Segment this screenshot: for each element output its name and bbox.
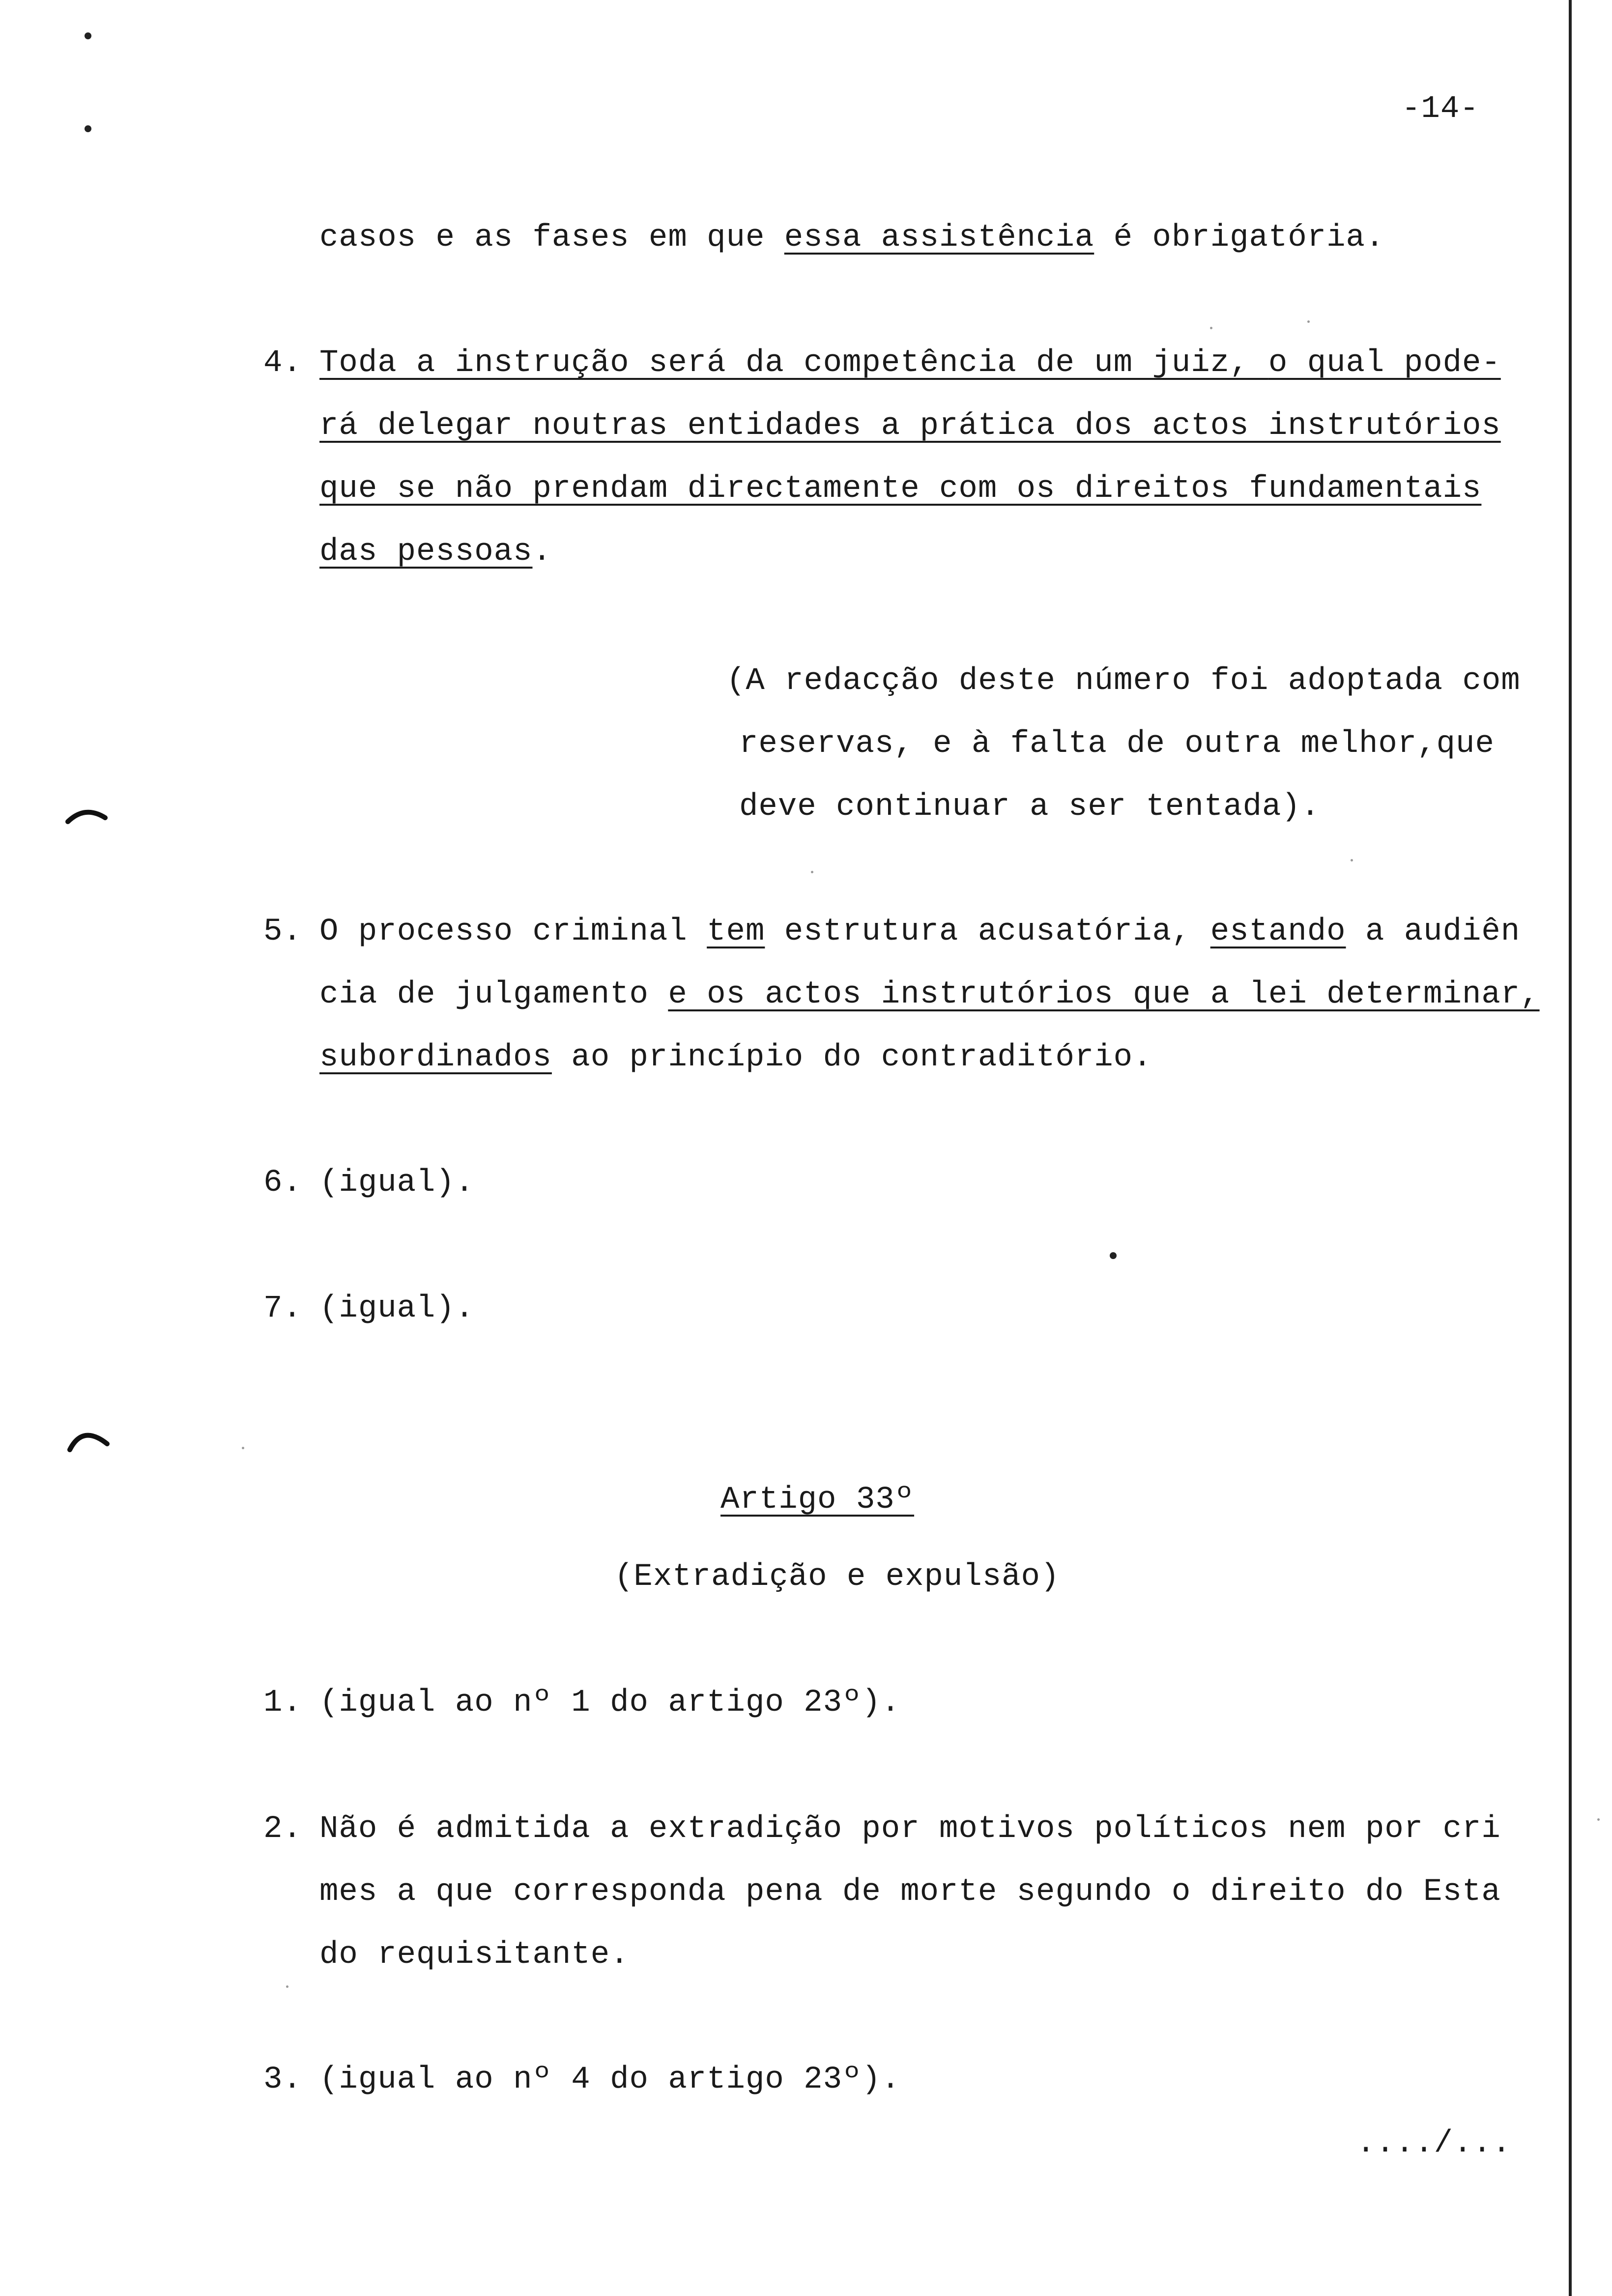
note-line: (A redacção deste número foi adoptada com [726,663,1521,699]
text-run: a audiên [1346,914,1521,949]
text-run: casos e as fases em que [319,220,784,256]
article-item-line: mes a que corresponda pena de morte segundo o direito do Esta [319,1874,1501,1910]
text-run: é obrigatória. [1094,220,1385,256]
scan-speck [1351,859,1353,861]
item7-text: (igual). [319,1291,475,1326]
item-number: 6. [263,1165,302,1201]
scan-speck [286,1985,288,1988]
article-item-line: (igual ao nº 4 do artigo 23º). [319,2062,901,2097]
note-line: reservas, e à falta de outra melhor,que [739,726,1495,762]
punch-hole-mark [63,1424,112,1459]
text-run: estrutura acusatória, [765,914,1210,949]
underlined-text: essa assistência [784,220,1094,256]
scan-speck [1597,1818,1600,1821]
text-run: cia de julgamento [319,977,668,1012]
item-number: 4. [263,345,302,381]
item4-line: que se não prendam directamente com os direitos fundamentais [319,471,1482,507]
item5-line [319,979,1540,1010]
item-number: 2. [263,1811,302,1847]
scan-dot [1110,1252,1117,1259]
scan-edge-line [1569,0,1572,2296]
underlined-text: o qual pode- [1268,345,1501,381]
article-title: Artigo 33º [720,1482,915,1518]
scan-dot [85,125,91,132]
item-number: 7. [263,1291,302,1326]
scan-speck [1210,327,1212,329]
underlined-text [1249,345,1268,381]
underlined-text: estando [1210,914,1346,949]
underlined-text: tem [707,914,765,949]
item4-line [319,347,1501,379]
article-item-line: do requisitante. [319,1937,630,1973]
underlined-text: e os actos instrutórios que a lei determinar, [668,977,1540,1012]
text-run: . [532,534,552,570]
item6-text: (igual). [319,1165,475,1201]
text-run: O processo criminal [319,914,707,949]
text-run: ao princípio do contraditório. [551,1040,1152,1075]
item-number: 1. [263,1685,302,1721]
underlined-text: Toda a instrução será da competência de um juiz, [319,345,1249,381]
item-number: 5. [263,914,302,949]
scan-speck [1307,320,1310,323]
underlined-text: das pessoas [319,534,533,570]
item4-line: rá delegar noutras entidades a prática dos actos instrutórios [319,408,1501,444]
punch-hole-mark [63,805,112,834]
article-item-line: (igual ao nº 1 do artigo 23º). [319,1685,901,1721]
scan-dot [85,32,91,39]
item5-line [319,916,1520,947]
page-number: -14- [1402,91,1479,127]
item4-line [319,536,552,568]
item5-line [319,1042,1152,1073]
article-item-line: Não é admitida a extradição por motivos políticos nem por cri [319,1811,1501,1847]
underlined-text: subordinados [319,1040,552,1075]
continuation-marker: ..../... [1356,2126,1512,2161]
article-subtitle: (Extradição e expulsão) [614,1559,1060,1595]
item-number: 3. [263,2062,302,2097]
note-line: deve continuar a ser tentada). [739,789,1321,825]
scan-speck [811,871,813,873]
continuation-line [319,222,1384,254]
scan-speck [242,1447,244,1449]
